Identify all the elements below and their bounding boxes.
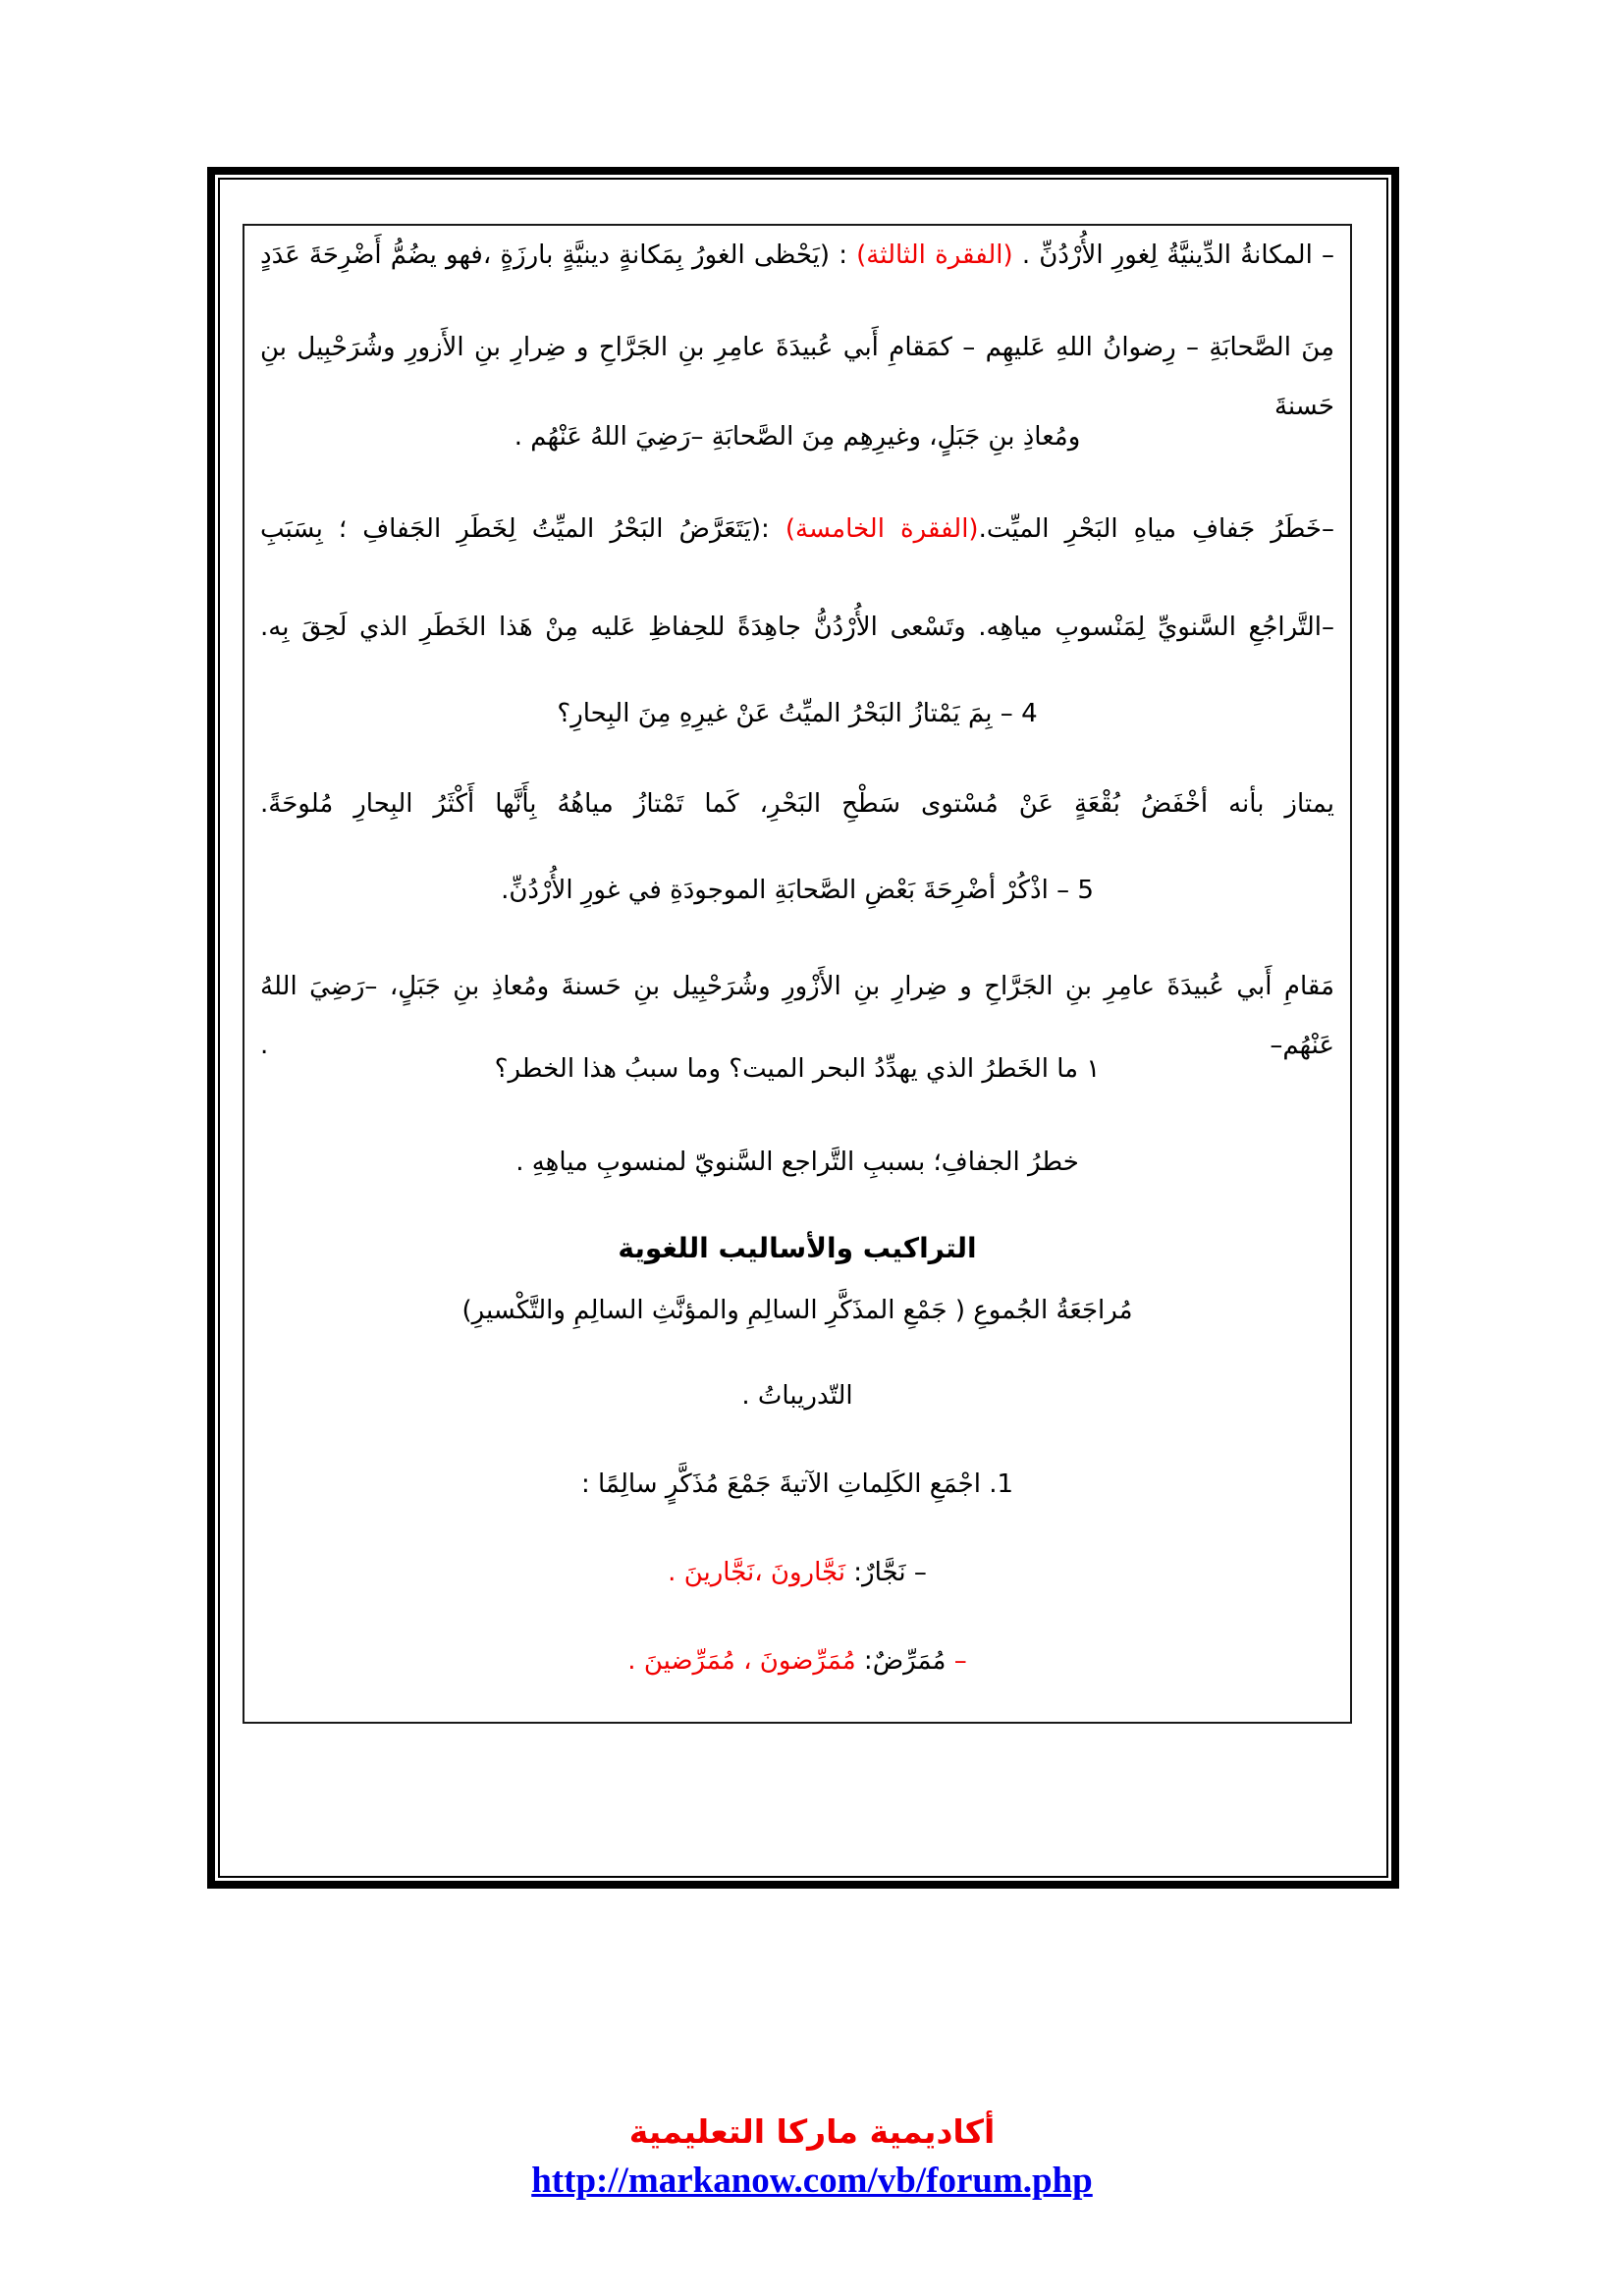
text-line — [260, 407, 1334, 466]
text-segment-black: 1. اجْمَعِ الكَلِماتِ الآتيةَ جَمْعَ مُذَكَّرٍ سالِمًا : — [580, 1469, 1014, 1499]
exercise-1-prompt — [260, 1455, 1334, 1514]
text-segment-black: – المكانةُ الدِّينيَّةُ لِغورِ الأُرْدُنِّ . — [1012, 240, 1334, 270]
text-segment-black: ١ ما الخَطرُ الذي يهدِّدُ البحر الميت؟ وما سببُ هذا الخطر؟ — [494, 1054, 1101, 1084]
content-text-box — [243, 224, 1352, 1724]
text-segment-black: خطرُ الجفافِ؛ بسببِ التَّراجع السَّنويّ لمنسوبِ مياهِهِ . — [515, 1148, 1079, 1177]
text-segment-black: التّدريباتُ . — [741, 1381, 853, 1411]
text-segment-red: نَجَّارونَ ،نَجَّارينَ . — [668, 1558, 846, 1587]
text-line — [260, 318, 1334, 421]
text-segment-black: :(يَتَعَرَّضُ البَحْرُ الميِّتُ لِخَطَرِ الجَفافِ ؛ بِسَبَبِ — [260, 514, 785, 544]
text-line-answer-5 — [260, 957, 1334, 1060]
text-line-answer-4 — [260, 774, 1334, 833]
text-segment-black: ومُعاذِ بنِ جَبَلٍ، وغيرِهِم مِنَ الصَّحابَةِ –رَضِيَ اللهُ عَنْهُم . — [514, 422, 1081, 452]
section-subtitle — [260, 1281, 1334, 1340]
text-segment-black: : (يَحْظى الغورُ بِمَكانةٍ دينيَّةٍ بارزَةٍ ،فهو يضُمُّ أَضْرِحَةَ عَدَدٍ — [260, 240, 857, 270]
exercises-heading — [260, 1366, 1334, 1425]
text-line — [260, 598, 1334, 657]
text-segment-black: 5 – اذْكُرْ أضْرِحَةَ بَعْضِ الصَّحابَةِ الموجودَةِ في غورِ الأُرْدُنِّ. — [501, 876, 1094, 905]
academy-name: أكاديمية ماركا التعليمية — [628, 2112, 996, 2151]
text-line — [260, 500, 1334, 559]
text-segment-black: –خَطَرُ جَفافِ مياهِ البَحْرِ الميِّت. — [978, 514, 1334, 544]
text-segment-red: مُمَرِّضونَ ، مُمَرِّضينَ . — [627, 1646, 856, 1676]
text-segment-red: – — [946, 1646, 967, 1676]
text-segment-black: التراكيب والأساليب اللغوية — [618, 1232, 977, 1264]
text-segment-black: يمتاز بأنه أخْفَضُ بُقْعَةٍ عَنْ مُسْتوى سَطْحِ البَحْرِ، كَما تَمْتازُ مياهُهُ بِأَنَّها أَكْثَرُ البِحارِ مُلوحَةً. — [260, 789, 1334, 819]
text-segment-black: مُراجَعَةُ الجُموعِ ( جَمْعِ المذَكَّرِ السالِمِ والمؤنَّثِ السالِمِ والتَّكْسيرِ) — [461, 1296, 1133, 1325]
exercise-item-najjar — [260, 1543, 1334, 1602]
text-segment-black: مِنَ الصَّحابَةِ – رِضوانُ اللهِ عَليهِم – كمَقامِ أَبي عُبيدَةَ عامِرِ بنِ الجَرَّاحِ و ضِرارِ بنِ الأَزورِ وشُرَحْبِيل بنِ حَسنةَ — [260, 333, 1334, 421]
text-line-question-4 — [260, 684, 1334, 743]
text-segment-black: 4 – بِمَ يَمْتازُ البَحْرُ الميِّتُ عَنْ غيرِهِ مِنَ البِحارِ؟ — [557, 699, 1038, 728]
text-line-answer-6 — [260, 1133, 1334, 1192]
text-segment-black: – نَجَّارٌ: — [845, 1558, 927, 1587]
text-segment-red: (الفقرة الثالثة) — [856, 240, 1013, 270]
text-segment-red: (الفقرة الخامسة) — [785, 514, 979, 544]
text-line-question-6 — [260, 1040, 1334, 1098]
exercise-item-mumarrid — [260, 1631, 1334, 1690]
text-segment-black: مُمَرِّضٌ: — [855, 1646, 947, 1676]
text-segment-black: –التَّراجُعِ السَّنويِّ لِمَنْسوبِ مياهِه. وتَسْعى الأُرْدُنُّ جاهِدَةً للحِفاظِ عَليه مِنْ هَذا الخَطَرِ الذي لَحِقَ بِه. — [260, 613, 1334, 642]
section-title — [260, 1219, 1334, 1278]
text-line — [260, 226, 1334, 285]
text-segment-black: مَقامِ أَبي عُبيدَةَ عامِرِ بنِ الجَرَّاحِ و ضِرارِ بنِ الأَزْورِ وشُرَحْبِيل بنِ حَسنةَ ومُعاذِ بنِ جَبَلٍ، –رَضِيَ اللهُ عَنْهُم– . — [260, 972, 1334, 1060]
forum-link[interactable]: http://markanow.com/vb/forum.php — [531, 2161, 1093, 2201]
text-line-question-5 — [260, 861, 1334, 920]
